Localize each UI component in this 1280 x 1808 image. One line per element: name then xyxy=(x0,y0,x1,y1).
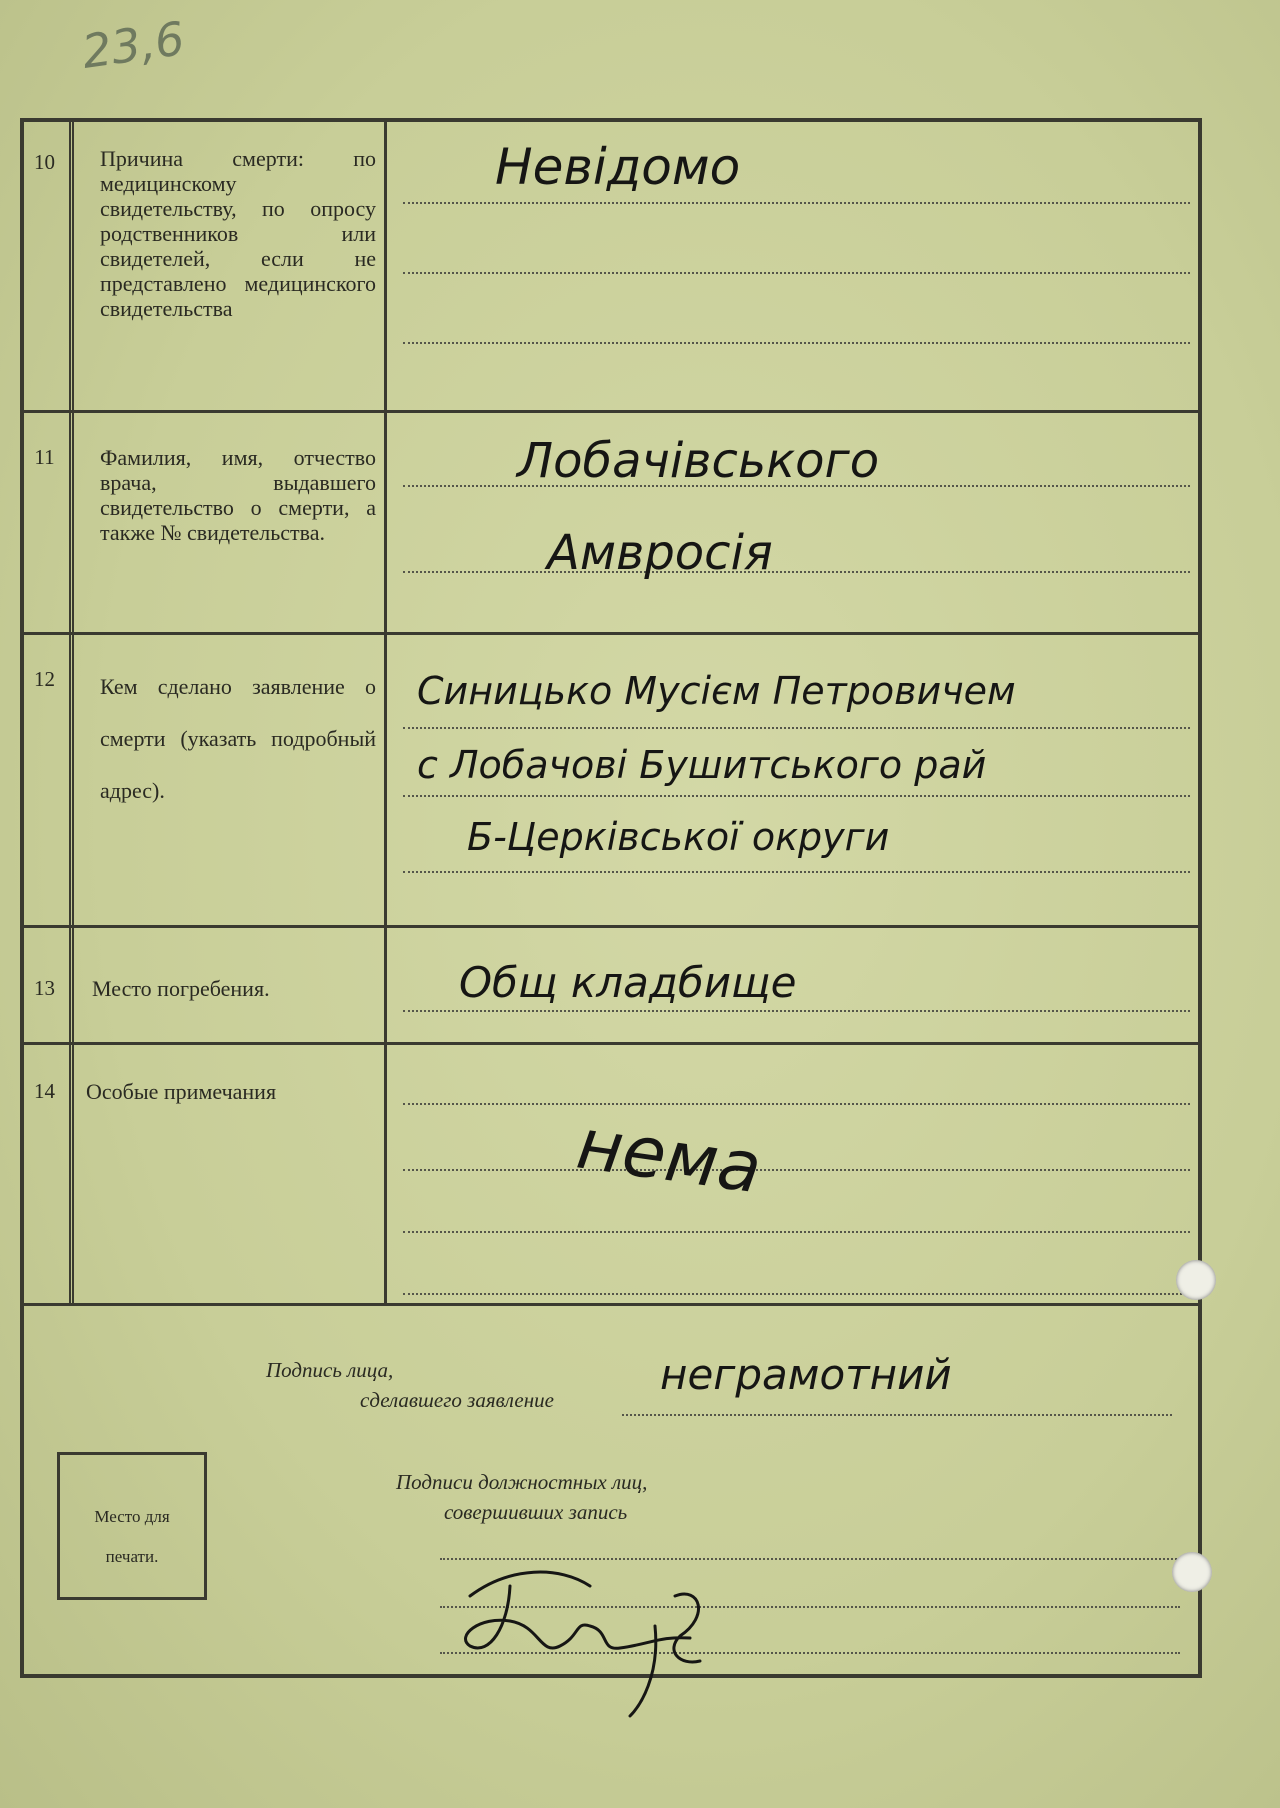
handwritten-value: Амвросія xyxy=(547,525,773,581)
dotted-line xyxy=(403,1103,1190,1105)
handwritten-value: нема xyxy=(572,1102,767,1210)
dotted-line xyxy=(403,727,1190,729)
handwritten-value: Невідомо xyxy=(495,138,741,196)
row-label xyxy=(74,928,387,1042)
row-value-area xyxy=(387,1045,1202,1303)
dotted-line xyxy=(403,272,1190,274)
row-special-notes xyxy=(20,1045,1202,1306)
stamp-place-label: печати. xyxy=(105,1547,159,1566)
row-value-area xyxy=(387,928,1202,1042)
row-declarant xyxy=(20,635,1202,928)
dotted-line xyxy=(622,1414,1172,1416)
officials-signature-label: Подписи должностных лиц, xyxy=(396,1470,648,1494)
row-label-text: Особые примечания xyxy=(86,1079,277,1104)
row-value-area xyxy=(387,635,1202,925)
official-signature-scribble xyxy=(450,1526,780,1726)
officials-signature-label: совершивших запись xyxy=(444,1500,628,1524)
dotted-line xyxy=(403,1293,1190,1295)
row-number: 10 xyxy=(20,118,74,410)
signature-section xyxy=(20,1306,1202,1678)
row-number: 14 xyxy=(20,1045,74,1303)
row-burial-place xyxy=(20,928,1202,1045)
declarant-signature-label: Подпись лица, xyxy=(266,1358,394,1382)
declarant-signature-value: неграмотний xyxy=(660,1350,952,1399)
dotted-line xyxy=(403,1010,1190,1012)
handwritten-value: с Лобачові Бушитського рай xyxy=(417,743,987,787)
handwritten-value: Общ кладбище xyxy=(459,958,797,1007)
row-value-area xyxy=(387,413,1202,632)
row-label-text: Место погребения. xyxy=(92,976,270,1001)
dotted-line xyxy=(403,571,1190,573)
punch-hole xyxy=(1172,1552,1212,1592)
row-value-area xyxy=(387,118,1202,410)
row-doctor-name xyxy=(20,413,1202,635)
dotted-line xyxy=(403,342,1190,344)
row-number: 12 xyxy=(20,635,74,925)
handwritten-value: Лобачівського xyxy=(517,433,880,489)
stamp-place-box xyxy=(57,1452,207,1600)
declarant-signature-label: сделавшего заявление xyxy=(360,1388,554,1412)
row-label: Причина смерти: по медицинскому свидетельству, по опросу родственников или свидетелей, если не представлено медицинского свидетельства xyxy=(74,118,387,410)
row-number: 13 xyxy=(20,928,74,1042)
row-label xyxy=(74,1045,387,1303)
row-label: Кем сделано заявление о смерти (указать подробный адрес). xyxy=(74,635,387,925)
corner-note: 23,6 xyxy=(78,11,188,79)
dotted-line xyxy=(403,1169,1190,1171)
row-label-text: Фамилия, имя, отчество врача, выдавшего свидетельство о смерти, а также № свидетельства. xyxy=(100,445,376,545)
dotted-line xyxy=(403,202,1190,204)
handwritten-value: Синицько Мусієм Петровичем xyxy=(417,669,1016,713)
dotted-line xyxy=(403,1231,1190,1233)
handwritten-value: Б-Церківської округи xyxy=(467,815,890,859)
stamp-place-label: Место для xyxy=(94,1507,170,1526)
punch-hole xyxy=(1176,1260,1216,1300)
dotted-line xyxy=(403,795,1190,797)
row-number: 11 xyxy=(20,413,74,632)
dotted-line xyxy=(403,871,1190,873)
row-label xyxy=(74,413,387,632)
row-cause-of-death xyxy=(20,118,1202,413)
